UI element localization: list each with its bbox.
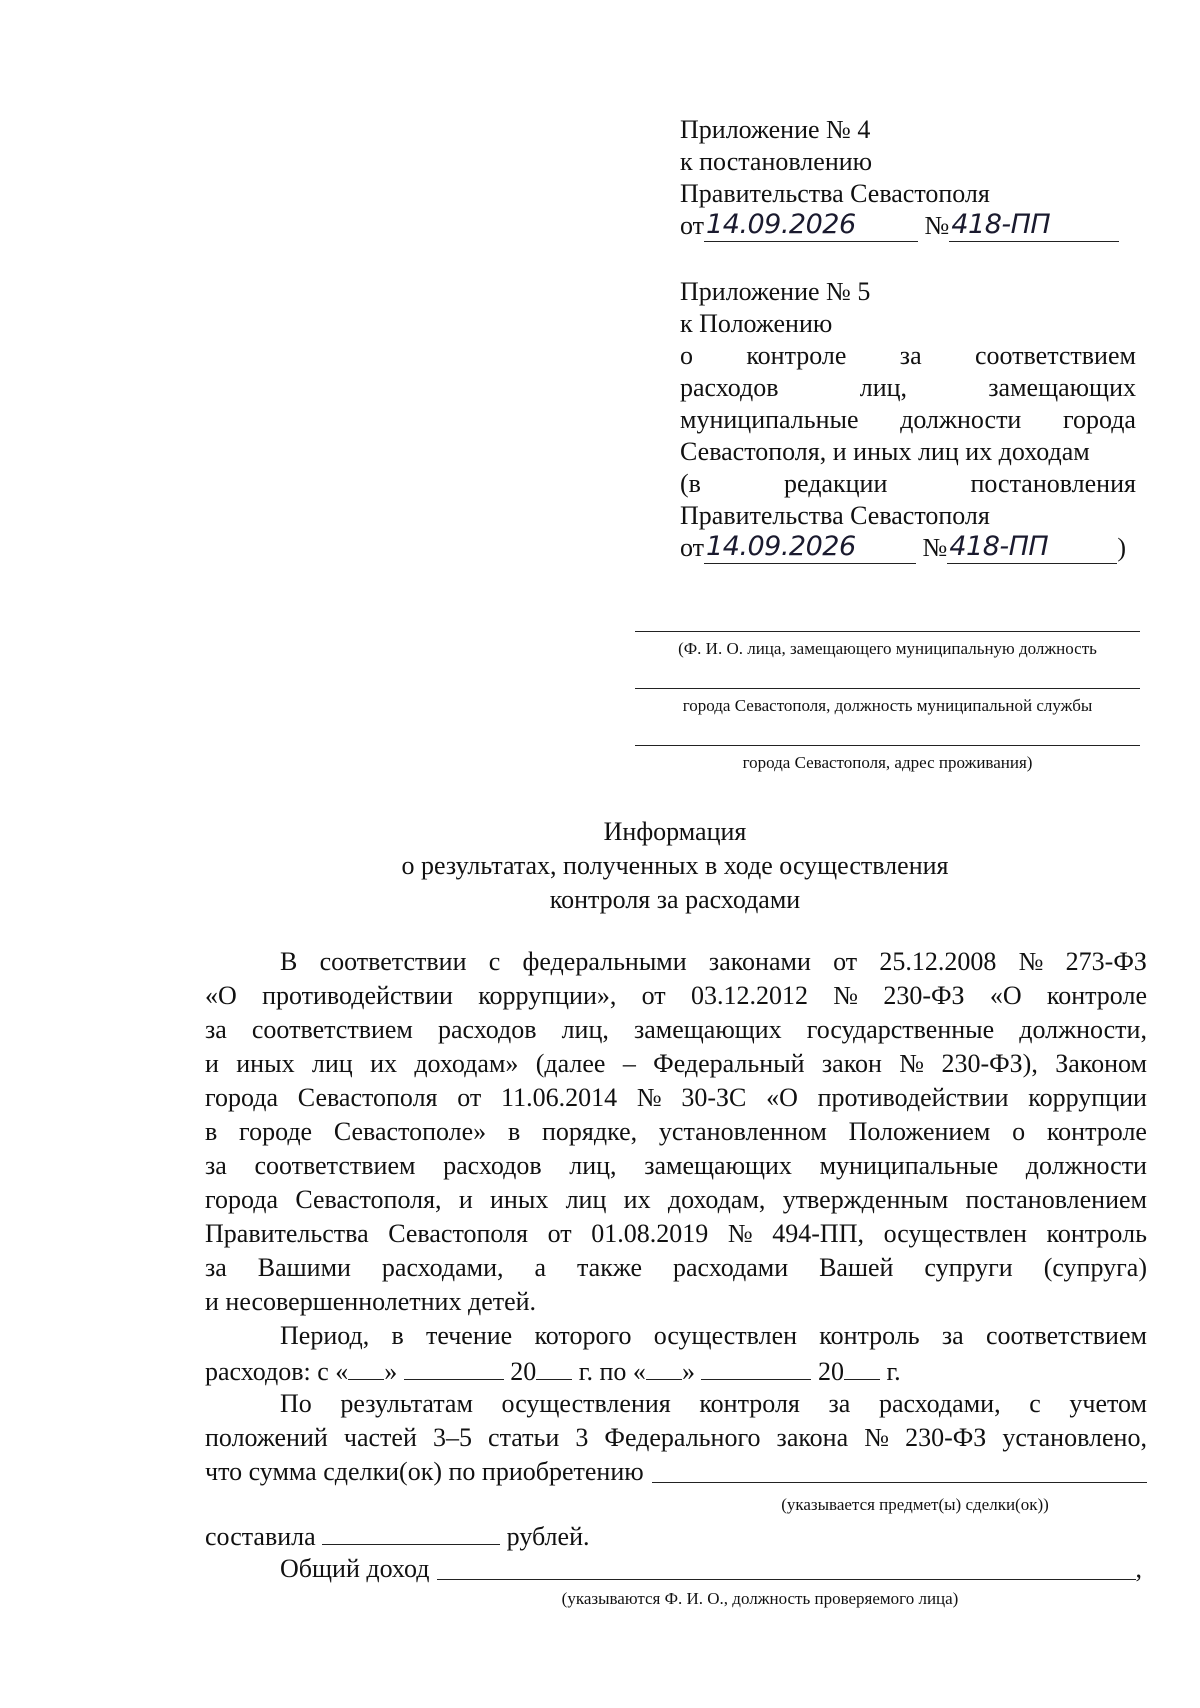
- deal-subject-blank: [652, 1456, 1147, 1483]
- handwritten-date: 14.09.2026: [706, 209, 856, 240]
- para3-line-2: положений частей 3–5 статьи 3 Федерального закона № 230-ФЗ установлено,: [205, 1423, 1147, 1452]
- appendix4-date-field: [704, 211, 918, 242]
- addressee-caption-1: (Ф. И. О. лица, замещающего муниципальную должность: [678, 639, 1097, 658]
- document-title: [200, 815, 1150, 917]
- addressee-line-1: [635, 631, 1140, 632]
- period-start-year-blank: [536, 1353, 572, 1380]
- para1-line: за Вашими расходами, а также расходами Вашей супруги (супруга): [205, 1253, 1147, 1282]
- appendix4-block: [680, 114, 1140, 242]
- appendix4-number-field: [949, 211, 1119, 242]
- appendix5-line4: расходов лиц, замещающих: [680, 373, 1136, 402]
- income-person-blank: [437, 1553, 1135, 1580]
- addressee-line-2: [635, 688, 1140, 689]
- paragraph-2: [205, 1319, 1147, 1389]
- appendix5-line8: Правительства Севастополя: [680, 501, 990, 530]
- para3-line-3: что сумма сделки(ок) по приобретению: [205, 1455, 1147, 1489]
- appendix4-line2: к постановлению: [680, 147, 873, 176]
- appendix5-line6: Севастополя, и иных лиц их доходам: [680, 437, 1090, 466]
- amount-blank: [322, 1518, 500, 1545]
- income-line: Общий доход ,: [280, 1554, 1142, 1583]
- period-end-year-blank: [844, 1353, 880, 1380]
- para1-line: Правительства Севастополя от 01.08.2019 № 494-ПП, осуществлен контроль: [205, 1219, 1147, 1248]
- appendix5-line3: о контроле за соответствием: [680, 341, 1136, 370]
- period-line: расходов: с « » 20 г. по « » 20 г.: [205, 1353, 1147, 1389]
- para1-line: «О противодействии коррупции», от 03.12.2012 № 230-ФЗ «О контроле: [205, 981, 1147, 1010]
- appendix5-line2: к Положению: [680, 309, 833, 338]
- appendix5-number-field: [947, 533, 1117, 564]
- para1-line: города Севастополя от 11.06.2014 № 30-ЗС «О противодействии коррупции: [205, 1083, 1147, 1112]
- para1-line: В соответствии с федеральными законами от 25.12.2008 № 273-ФЗ: [280, 947, 1147, 976]
- para1-line: и несовершеннолетних детей.: [205, 1287, 537, 1316]
- addressee-caption-2: города Севастополя, должность муниципальной службы: [682, 696, 1093, 715]
- addressee-caption-3: города Севастополя, адрес проживания): [742, 753, 1033, 772]
- period-start-month-blank: [404, 1353, 504, 1380]
- appendix4-title: Приложение № 4: [680, 115, 871, 144]
- income-person-caption: (указываются Ф. И. О., должность проверяемого лица): [561, 1589, 959, 1608]
- handwritten-number: 418-ПП: [949, 531, 1049, 562]
- appendix5-line5: муниципальные должности города: [680, 405, 1136, 434]
- appendix5-title: Приложение № 5: [680, 277, 871, 306]
- para3-line-1: По результатам осуществления контроля за расходами, с учетом: [280, 1389, 1147, 1418]
- appendix4-line3: Правительства Севастополя: [680, 179, 990, 208]
- paragraph-1: [205, 945, 1147, 1319]
- appendix5-block: [680, 276, 1136, 564]
- para1-line: города Севастополя, и иных лиц их доходам, утвержденным постановлением: [205, 1185, 1147, 1214]
- handwritten-number: 418-ПП: [951, 209, 1051, 240]
- period-start-day-blank: [348, 1353, 384, 1380]
- title-line-3: контроля за расходами: [549, 885, 801, 914]
- para1-line: за соответствием расходов лиц, замещающих государственные должности,: [205, 1015, 1147, 1044]
- handwritten-date: 14.09.2026: [706, 531, 856, 562]
- title-line-2: о результатах, полученных в ходе осуществления: [401, 851, 949, 880]
- amount-line: составила рублей.: [205, 1518, 589, 1554]
- deal-subject-caption: (указывается предмет(ы) сделки(ок)): [781, 1495, 1049, 1514]
- paragraph-3: [205, 1387, 1147, 1489]
- appendix4-date-number-line: от 14.09.2026 № 418-ПП: [680, 210, 1140, 242]
- para1-line: в городе Севастополе» в порядке, установленном Положением о контроле: [205, 1117, 1147, 1146]
- addressee-line-3: [635, 745, 1140, 746]
- para1-line: и иных лиц их доходам» (далее – Федеральный закон № 230-ФЗ), Законом: [205, 1049, 1147, 1078]
- title-line-1: Информация: [603, 817, 747, 846]
- appendix5-date-field: [704, 533, 916, 564]
- para2-line-1: Период, в течение которого осуществлен контроль за соответствием: [280, 1321, 1147, 1350]
- para1-line: за соответствием расходов лиц, замещающих муниципальные должности: [205, 1151, 1147, 1180]
- appendix5-line7: (в редакции постановления: [680, 469, 1136, 498]
- period-end-month-blank: [701, 1353, 811, 1380]
- period-end-day-blank: [646, 1353, 682, 1380]
- appendix5-date-number-line: от 14.09.2026 № 418-ПП ): [680, 531, 1127, 562]
